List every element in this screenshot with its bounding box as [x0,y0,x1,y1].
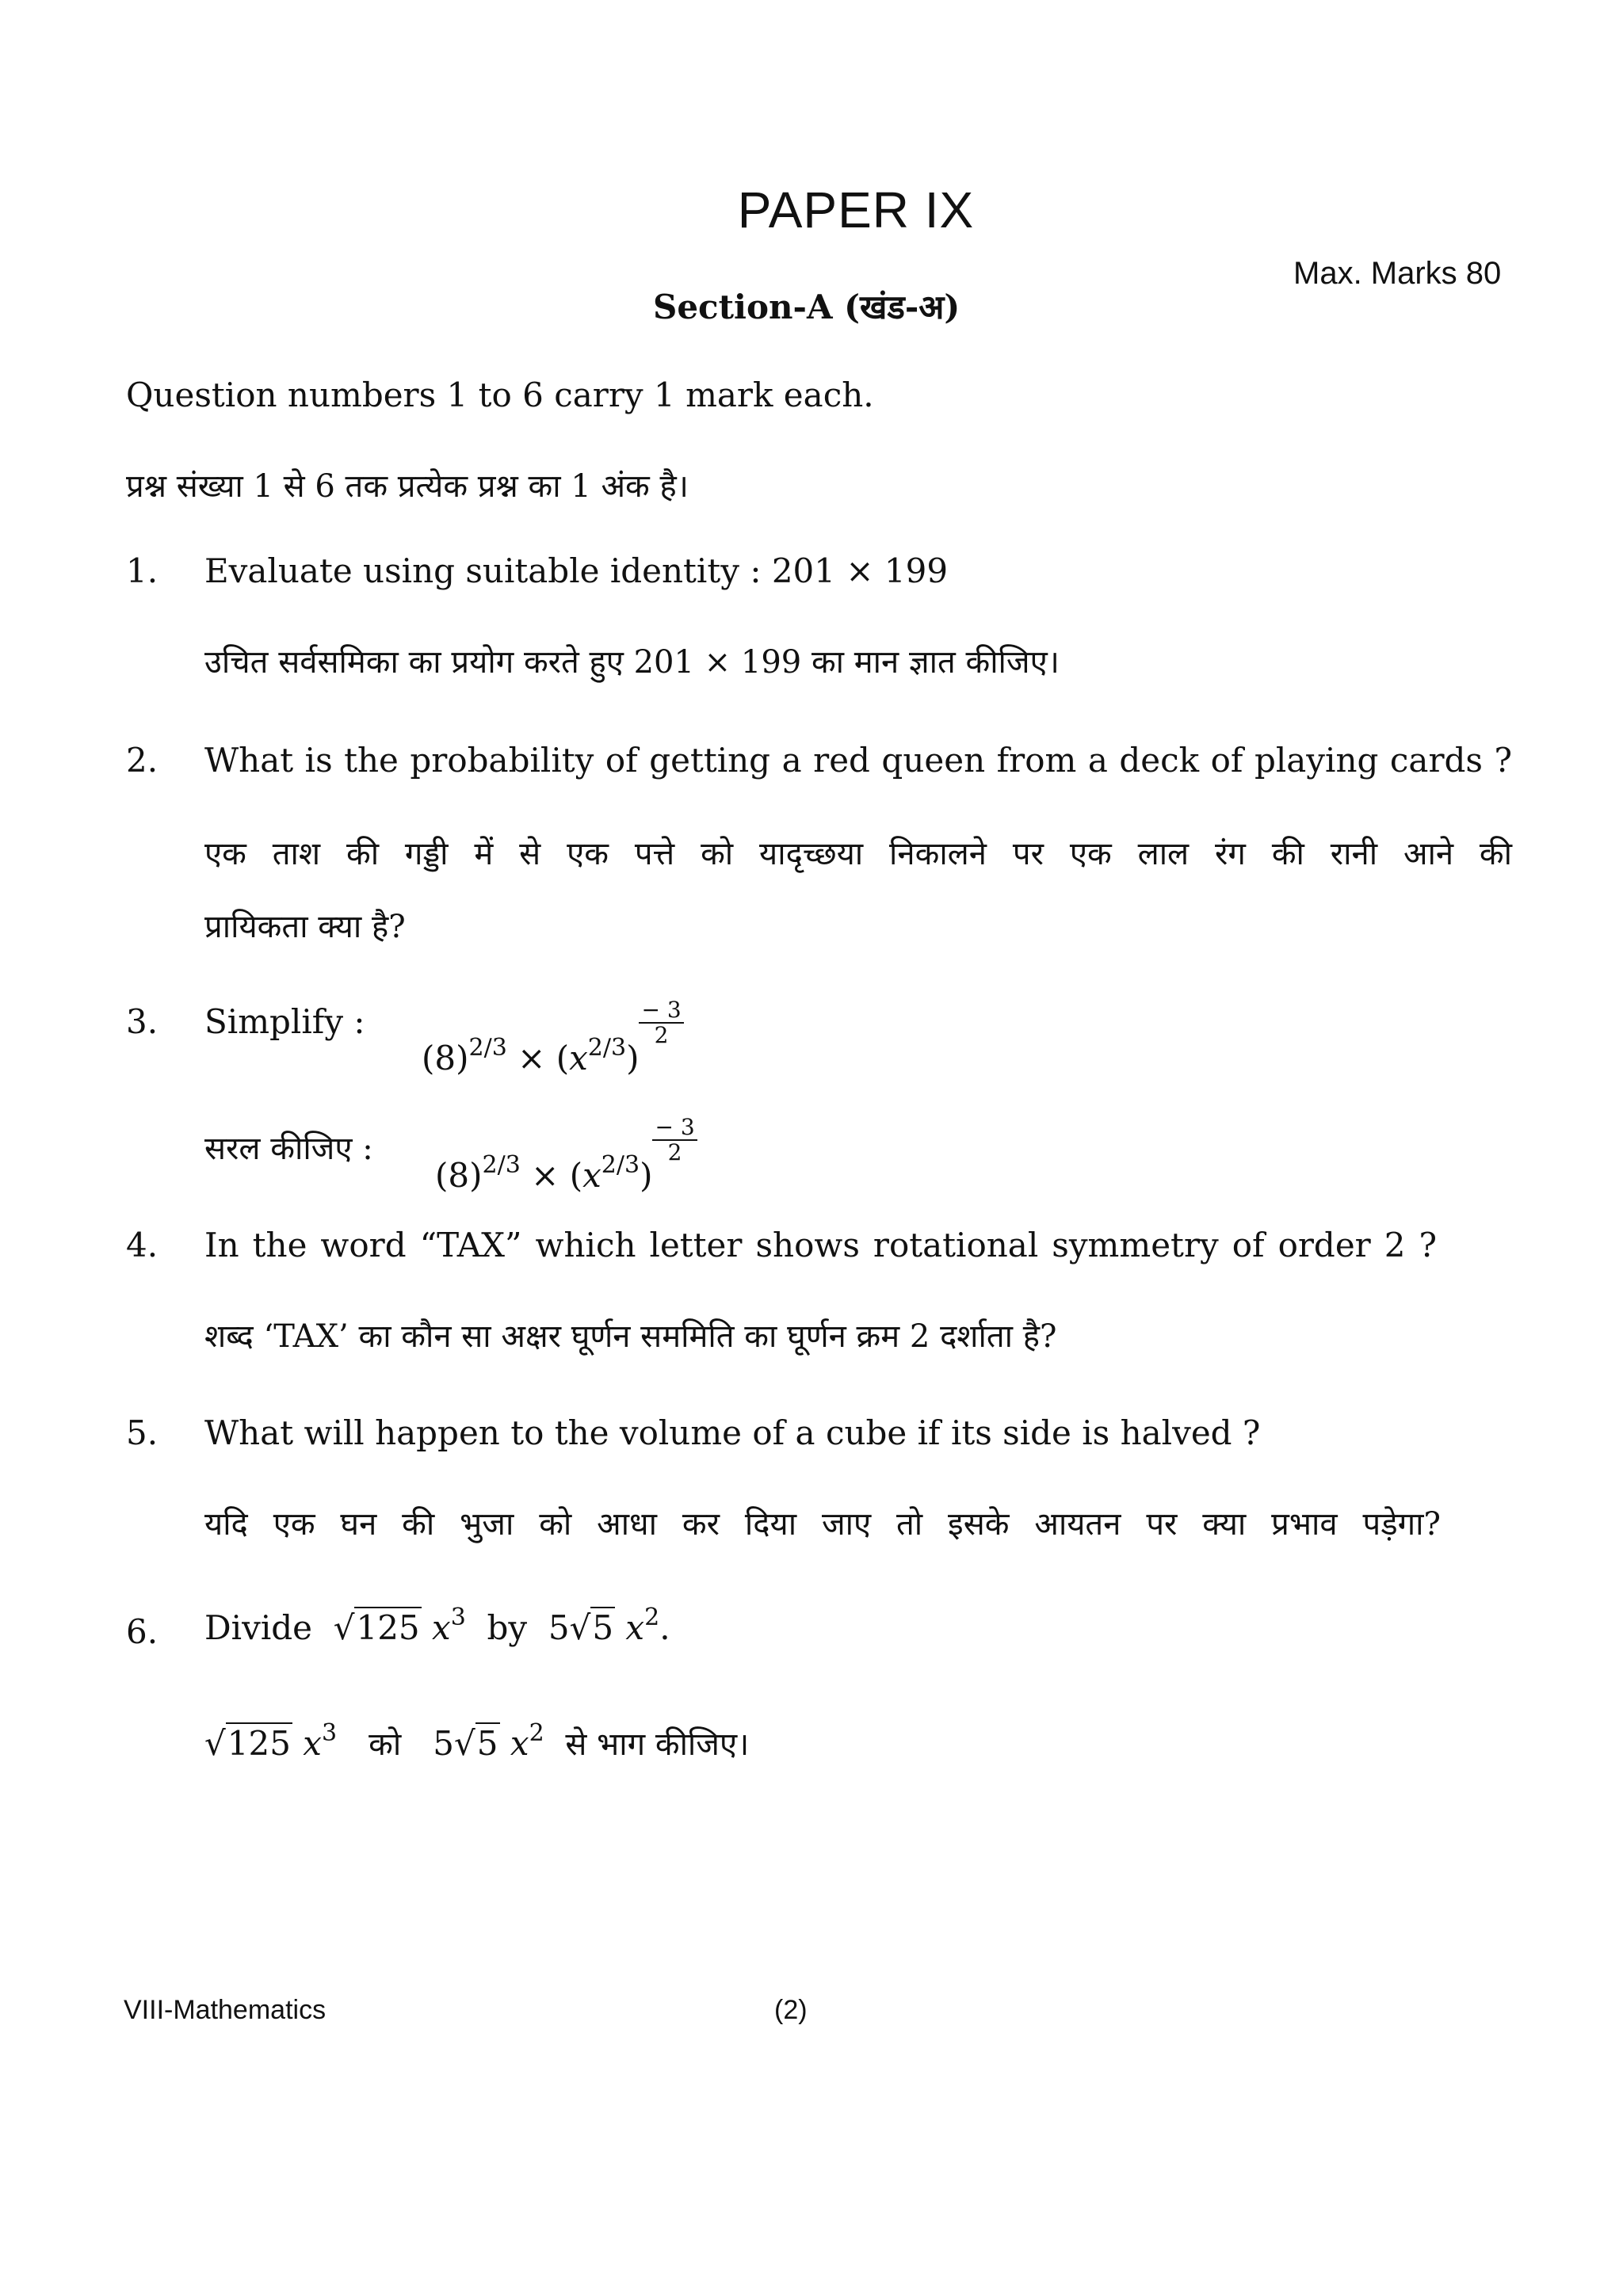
question-text-hi: उचित सर्वसमिका का प्रयोग करते हुए 201 × 199 का मान ज्ञात कीजिए। [204,644,1060,681]
close-paren: ) [626,1039,640,1077]
question-text-hi [204,1721,749,1764]
hi-ko-word: को [369,1726,402,1763]
expr-exponent: 2 [644,1604,660,1631]
question-text-hi: शब्द ‘TAX’ का कौन सा अक्षर घूर्णन सममिति का घूर्णन क्रम 2 दर्शाता है? [204,1318,1057,1355]
expr-variable: x [569,1039,588,1077]
open-paren: ( [569,1156,583,1195]
close-paren: ) [640,1156,653,1195]
question-text-en: Evaluate using suitable identity : 201 × 199 [204,551,949,590]
open-paren: ( [556,1039,570,1077]
question-text-en: What is the probability of getting a red queen from a deck of playing cards ? [204,741,1512,780]
outer-exponent-fraction: $\frac{- 3}{2}$ [639,998,683,1047]
instruction-en: Question numbers 1 to 6 carry 1 mark each. [126,376,874,414]
expr-coefficient: 5 [548,1608,570,1647]
page-number: (2) [774,1995,808,2025]
square-root: √5 [569,1608,614,1647]
expr-exponent: 2/3 [482,1151,521,1179]
expr-variable: x [432,1608,451,1647]
outer-exponent-fraction: $\frac{- 3}{2}$ [652,1116,697,1165]
math-expression [422,998,684,1077]
max-marks: Max. Marks 80 [1293,256,1502,291]
math-expression-hi [435,1116,697,1195]
expr-exponent: 2/3 [468,1034,507,1062]
question-number: 1. [126,551,158,590]
expr-exponent: 3 [321,1719,338,1747]
footer-subject: VIII-Mathematics [124,1995,327,2025]
divide-word: Divide [204,1608,313,1647]
question-number: 6. [126,1612,158,1651]
expr-base: (8) [435,1156,483,1195]
times-sign: × [531,1156,559,1195]
expr-variable: x [625,1608,645,1647]
expr-variable: x [582,1156,601,1195]
question-text-en: Divide √125 $x^3$ by 5√5 $x^2$. [204,1604,670,1647]
square-root: √5 [454,1724,498,1763]
hi-ending: से भाग कीजिए। [565,1726,750,1763]
question-text-en: In the word “TAX” which letter shows rotational symmetry of order 2 ? [204,1226,1437,1264]
question-text-hi-cont: प्रायिकता क्या है? [204,909,406,945]
question-text-hi: यदि एक घन की भुजा को आधा कर दिया जाए तो इसके आयतन पर क्या प्रभाव पड़ेगा? [204,1506,1441,1543]
times-sign: × [517,1039,546,1077]
square-root: √125 [333,1608,420,1647]
question-label-en: Simplify : [204,1002,365,1041]
question-label-hi: सरल कीजिए : [204,1131,373,1167]
question-number: 5. [126,1413,158,1452]
square-root: √125 [204,1724,291,1763]
instruction-hi: प्रश्न संख्या 1 से 6 तक प्रत्येक प्रश्न का 1 अंक है। [126,468,689,505]
expr-exponent: 2 [529,1719,544,1747]
expr-exponent: 3 [450,1604,466,1631]
expr-variable: x [510,1724,529,1763]
expr-inner-exponent: 2/3 [601,1151,640,1179]
section-heading: Section-A (खंड-अ) [653,288,960,326]
expr-base: (8) [422,1039,469,1077]
question-text-hi: एक ताश की गड्डी में से एक पत्ते को यादृच्छया निकालने पर एक लाल रंग की रानी आने की [204,836,1512,872]
expr-coefficient: 5 [433,1724,455,1763]
expr-inner-exponent: 2/3 [587,1034,627,1062]
question-number: 4. [126,1226,158,1264]
expr-variable: x [303,1724,322,1763]
question-text-en: What will happen to the volume of a cube if its side is halved ? [204,1413,1261,1452]
question-number: 3. [126,1002,158,1041]
by-word: by [487,1608,528,1647]
paper-title: PAPER IX [737,181,975,238]
question-number: 2. [126,741,158,780]
